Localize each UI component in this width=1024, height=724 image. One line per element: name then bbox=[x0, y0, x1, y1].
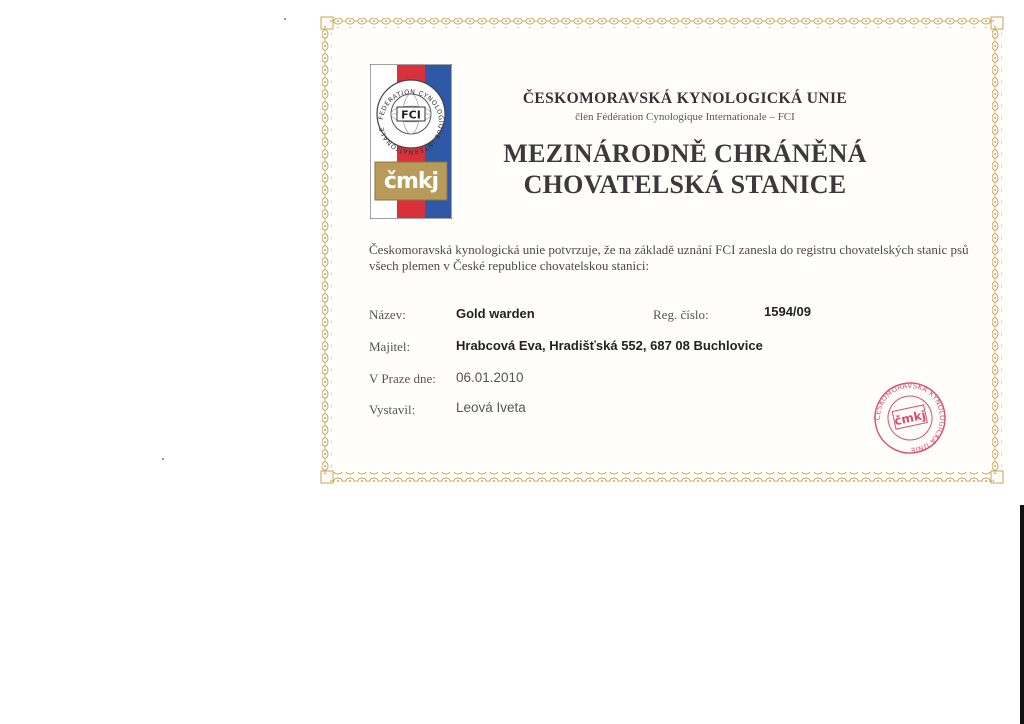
organization-membership: člen Fédération Cynologique Internationale – FCI bbox=[575, 111, 795, 123]
name-label: Název: bbox=[369, 307, 406, 322]
owner-value: Hrabcová Eva, Hradišťská 552, 687 08 Buchlovice bbox=[456, 338, 763, 353]
issuer-value: Leová Iveta bbox=[456, 400, 526, 415]
reg-number-value: 1594/09 bbox=[764, 304, 811, 319]
stamp-mark-text: čmkj bbox=[893, 407, 927, 429]
logo-cmku-mark: čmkj bbox=[383, 169, 439, 194]
certificate-title bbox=[460, 138, 910, 200]
date-value: 06.01.2010 bbox=[456, 370, 524, 385]
cmku-fci-logo bbox=[370, 64, 452, 219]
official-stamp bbox=[868, 380, 952, 456]
scan-speck bbox=[284, 18, 286, 20]
title-line-1: MEZINÁRODNĚ CHRÁNĚNÁ bbox=[503, 139, 867, 168]
owner-label: Majitel: bbox=[369, 339, 411, 354]
scan-edge bbox=[1020, 505, 1024, 724]
intro-text: Českomoravská kynologická unie potvrzuje, že na základě uznání FCI zanesla do registru chovatelských stanic psů všech plemen v České republice chovatelskou stanici: bbox=[369, 242, 969, 273]
organization-name: ČESKOMORAVSKÁ KYNOLOGICKÁ UNIE bbox=[522, 90, 848, 107]
reg-number-label: Reg. číslo: bbox=[653, 307, 709, 322]
certificate bbox=[320, 16, 1004, 486]
stamp-ring-text: ČESKOMORAVSKÁ KYNOLOGICKÁ UNIE bbox=[873, 381, 947, 455]
scan-speck bbox=[162, 458, 164, 460]
title-line-2: CHOVATELSKÁ STANICE bbox=[523, 170, 847, 199]
date-label: V Praze dne: bbox=[369, 371, 436, 386]
logo-ring-text: FEDERATION CYNOLOGIQUE INTERNATIONALE bbox=[377, 87, 446, 157]
issuer-label: Vystavil: bbox=[369, 402, 416, 417]
header bbox=[460, 90, 910, 200]
logo-fci-text: FCI bbox=[401, 108, 421, 122]
kennel-name-value: Gold warden bbox=[456, 306, 535, 321]
